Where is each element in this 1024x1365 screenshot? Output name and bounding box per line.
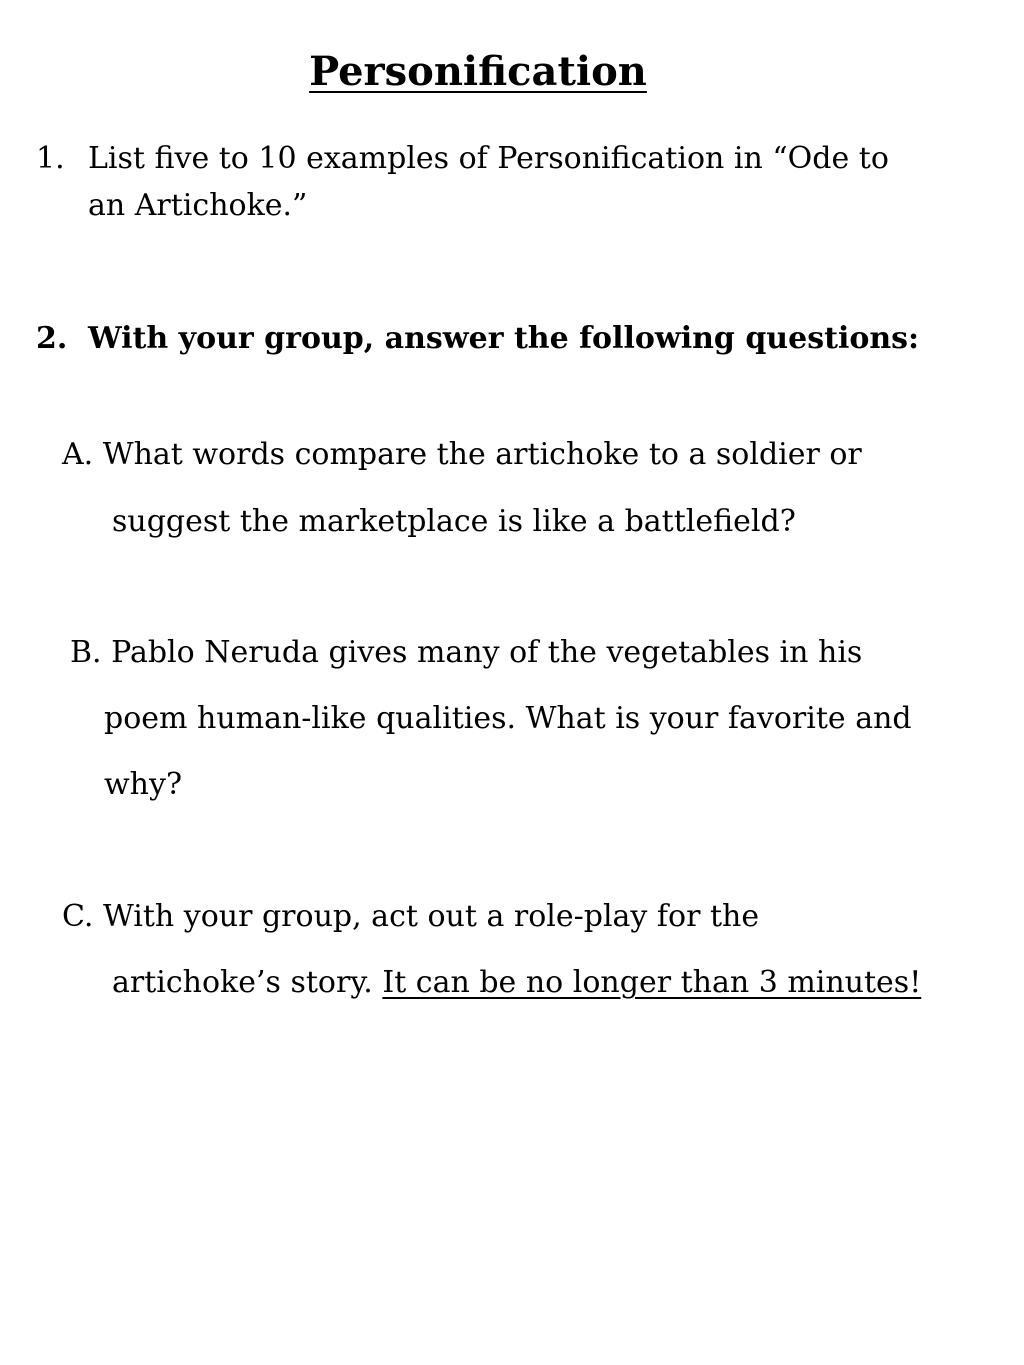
question-2-text: With your group, answer the following questions: (88, 321, 920, 356)
part-c-line-2-plain: artichoke’s story. (112, 965, 383, 1000)
part-b-line-3: why? (104, 767, 183, 802)
part-c-line-2 (112, 964, 921, 1002)
question-1-line-1: List five to 10 examples of Personification in “Ode to (88, 141, 889, 176)
part-b-line-2: poem human-like qualities. What is your favorite and (104, 701, 912, 736)
part-a-line-1: A. What words compare the artichoke to a soldier or (62, 437, 862, 472)
part-c-time-limit: It can be no longer than 3 minutes! (382, 965, 922, 1000)
part-c-line-1: C. With your group, act out a role-play for the (62, 899, 760, 934)
question-1-number: 1. (36, 141, 65, 176)
question-1-line-2: an Artichoke.” (88, 188, 308, 223)
question-2-number: 2. (36, 321, 68, 356)
part-a-line-2: suggest the marketplace is like a battlefield? (112, 504, 796, 539)
part-b-line-1: B. Pablo Neruda gives many of the vegetables in his (70, 635, 863, 670)
page-title: Personification (309, 48, 647, 95)
